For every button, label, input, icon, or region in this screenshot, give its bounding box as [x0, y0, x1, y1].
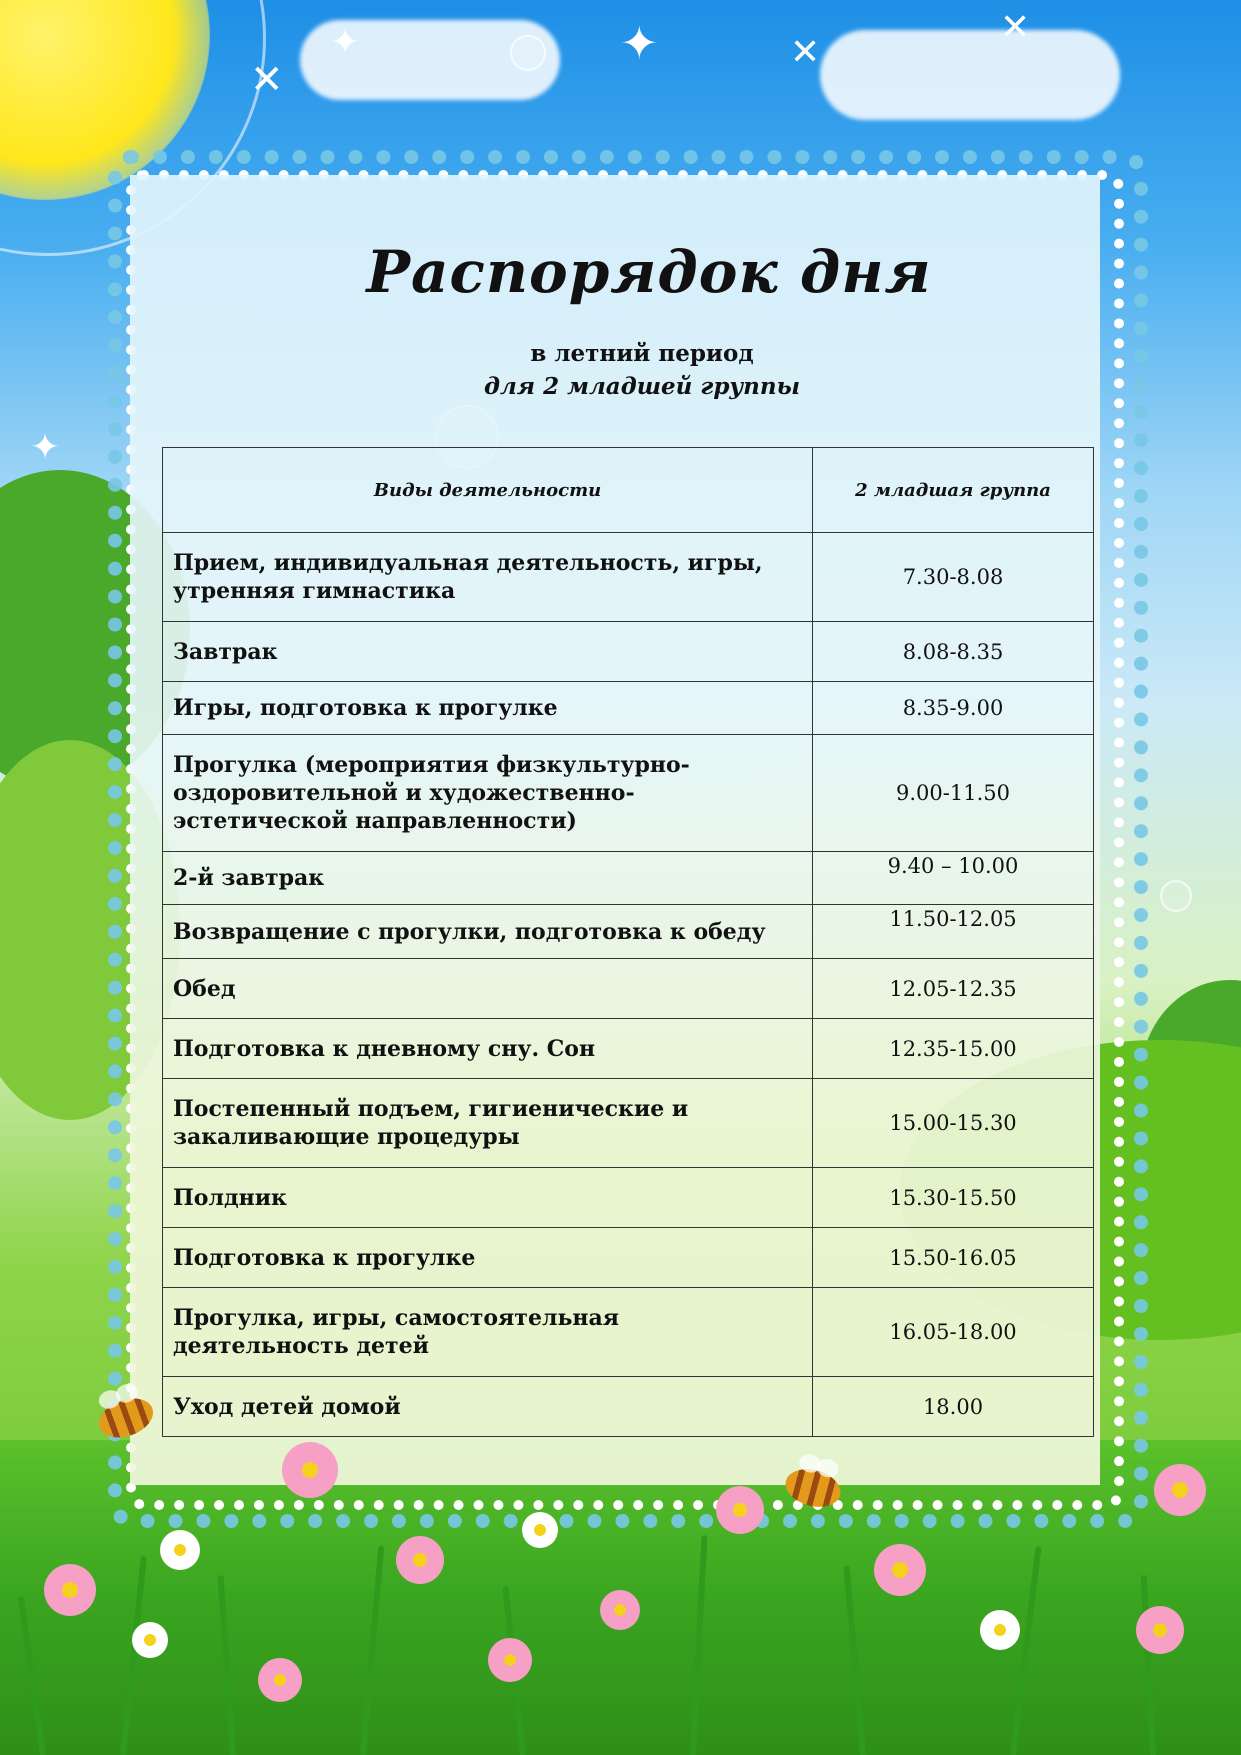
time-cell: 18.00	[813, 1377, 1094, 1437]
flowers-layer	[0, 1430, 1241, 1755]
page-title: Распорядок дня	[366, 238, 932, 306]
table-row	[163, 1079, 1094, 1168]
activity-cell: Прием, индивидуальная деятельность, игры, утренняя гимнастика	[163, 533, 813, 622]
sparkle-icon: ✦	[330, 22, 361, 63]
time-cell: 15.30-15.50	[813, 1168, 1094, 1228]
time-cell: 15.50-16.05	[813, 1228, 1094, 1288]
table-row	[163, 905, 1094, 959]
table-row	[163, 1168, 1094, 1228]
activity-cell: Постепенный подъем, гигиенические и закаливающие процедуры	[163, 1079, 813, 1168]
activity-cell: Прогулка (мероприятия физкультурно-оздоровительной и художественно-эстетической направленности)	[163, 735, 813, 852]
sparkle-icon: ✕	[250, 57, 284, 103]
table-row	[163, 1228, 1094, 1288]
table-row	[163, 852, 1094, 905]
page-subtitle-group: для 2 младшей группы	[483, 373, 801, 400]
table-row	[163, 1288, 1094, 1377]
time-cell: 16.05-18.00	[813, 1288, 1094, 1377]
table-header-row	[163, 448, 1094, 533]
table-row	[163, 1019, 1094, 1079]
activity-cell: Подготовка к дневному сну. Сон	[163, 1019, 813, 1079]
time-cell: 9.40 – 10.00	[813, 852, 1094, 905]
time-cell: 8.08-8.35	[813, 622, 1094, 682]
table-row	[163, 735, 1094, 852]
sparkle-icon: ✦	[30, 427, 61, 468]
sparkle-icon: ✕	[1000, 7, 1031, 48]
activity-cell: Уход детей домой	[163, 1377, 813, 1437]
activity-cell: Игры, подготовка к прогулке	[163, 682, 813, 735]
page-subtitle: в летний период	[530, 340, 754, 367]
time-cell: 15.00-15.30	[813, 1079, 1094, 1168]
cloud	[820, 30, 1120, 120]
time-cell: 7.30-8.08	[813, 533, 1094, 622]
time-cell: 12.35-15.00	[813, 1019, 1094, 1079]
table-row	[163, 959, 1094, 1019]
activity-cell: Полдник	[163, 1168, 813, 1228]
activity-cell: 2-й завтрак	[163, 852, 813, 905]
table-row	[163, 682, 1094, 735]
schedule-table	[162, 447, 1094, 1437]
activity-cell: Подготовка к прогулке	[163, 1228, 813, 1288]
time-cell: 12.05-12.35	[813, 959, 1094, 1019]
flower-icon	[44, 1442, 1206, 1702]
column-header-activity: Виды деятельности	[163, 448, 813, 533]
sparkle-icon: ✦	[620, 16, 659, 70]
table-row	[163, 533, 1094, 622]
time-cell: 8.35-9.00	[813, 682, 1094, 735]
table-row	[163, 1377, 1094, 1437]
column-header-group: 2 младшая группа	[813, 448, 1094, 533]
bubble	[510, 35, 546, 71]
activity-cell: Обед	[163, 959, 813, 1019]
time-cell: 9.00-11.50	[813, 735, 1094, 852]
activity-cell: Возвращение с прогулки, подготовка к обеду	[163, 905, 813, 959]
table-row	[163, 622, 1094, 682]
activity-cell: Прогулка, игры, самостоятельная деятельность детей	[163, 1288, 813, 1377]
activity-cell: Завтрак	[163, 622, 813, 682]
time-cell: 11.50-12.05	[813, 905, 1094, 959]
sparkle-icon: ✕	[790, 32, 821, 73]
bubble	[1160, 880, 1192, 912]
